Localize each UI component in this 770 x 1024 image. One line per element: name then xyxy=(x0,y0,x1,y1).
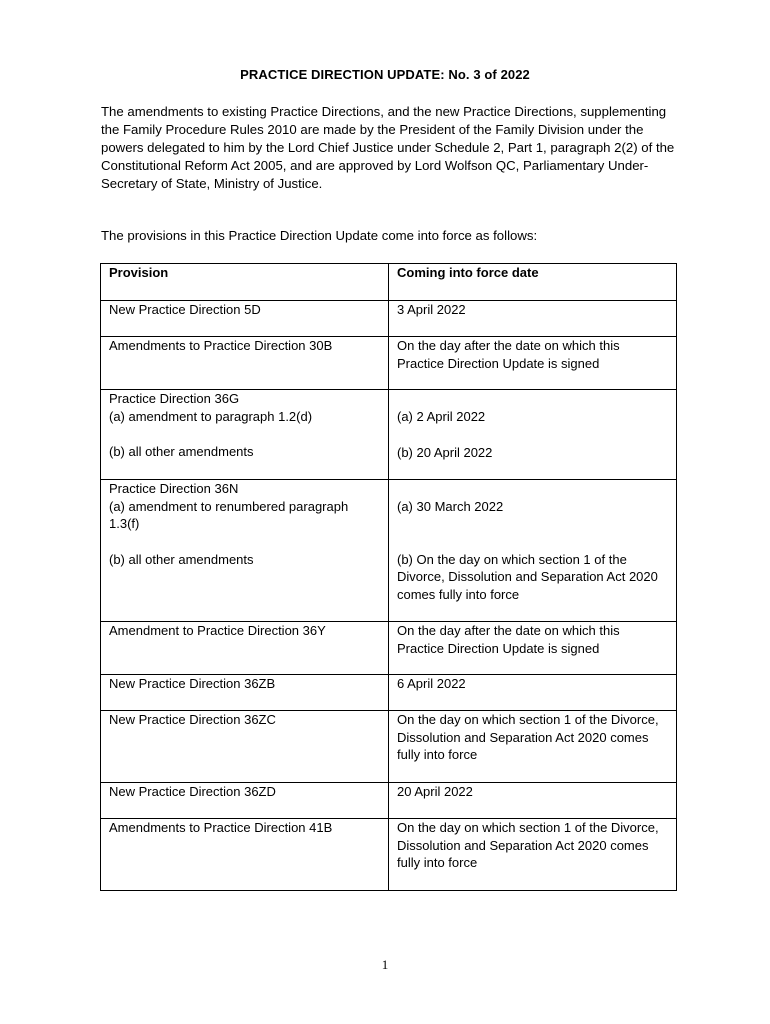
date-cell: 6 April 2022 xyxy=(389,675,677,711)
date-cell: 20 April 2022 xyxy=(389,783,677,819)
date-item-a: (a) 30 March 2022 xyxy=(397,499,504,514)
provision-title: Practice Direction 36G xyxy=(109,391,240,406)
provision-cell: New Practice Direction 36ZC xyxy=(101,711,389,783)
date-cell: On the day after the date on which this Practice Direction Update is signed xyxy=(389,337,677,390)
date-item-a: (a) 2 April 2022 xyxy=(397,409,486,424)
date-cell: 3 April 2022 xyxy=(389,301,677,337)
provision-item-a: (a) amendment to renumbered paragraph 1.3(f) xyxy=(109,498,349,531)
table-row xyxy=(101,480,677,622)
provision-title: Practice Direction 36N xyxy=(109,481,239,496)
provision-cell: New Practice Direction 36ZB xyxy=(101,675,389,711)
provision-cell: Amendments to Practice Direction 30B xyxy=(101,337,389,390)
table-header-row xyxy=(101,264,677,301)
date-cell xyxy=(389,390,677,480)
table-row xyxy=(101,337,677,390)
provision-item-b: (b) all other amendments xyxy=(109,444,254,459)
header-coming-into-force-date: Coming into force date xyxy=(389,264,677,301)
table-row xyxy=(101,783,677,819)
lead-paragraph: The provisions in this Practice Direction Update come into force as follows: xyxy=(101,228,538,243)
intro-paragraph: The amendments to existing Practice Directions, and the new Practice Directions, supplementing the Family Procedure Rules 2010 are made by the President of the Family Division under the powers delegated to him by the Lord Chief Justice under Schedule 2, Part 1, paragraph 2(2) of the Constitutional Reform Act 2005, and are approved by Lord Wolfson QC, Parliamentary Under-Secretary of State, Ministry of Justice. xyxy=(101,104,675,191)
page-number: 1 xyxy=(381,957,389,972)
header-provision: Provision xyxy=(101,264,389,301)
date-item-b: (b) 20 April 2022 xyxy=(397,444,493,460)
date-item-b: (b) On the day on which section 1 of the Divorce, Dissolution and Separation Act 2020 comes fully into force xyxy=(397,551,658,602)
table-row xyxy=(101,675,677,711)
provisions-table xyxy=(100,263,677,891)
provision-cell xyxy=(101,480,389,622)
table-row xyxy=(101,622,677,675)
date-cell: On the day on which section 1 of the Divorce, Dissolution and Separation Act 2020 comes fully into force xyxy=(389,819,677,891)
date-cell: On the day after the date on which this Practice Direction Update is signed xyxy=(389,622,677,675)
provision-cell: Amendments to Practice Direction 41B xyxy=(101,819,389,891)
provision-cell: New Practice Direction 5D xyxy=(101,301,389,337)
document-title: PRACTICE DIRECTION UPDATE: No. 3 of 2022 xyxy=(240,67,530,82)
date-cell xyxy=(389,480,677,622)
table-row xyxy=(101,301,677,337)
date-cell: On the day on which section 1 of the Divorce, Dissolution and Separation Act 2020 comes fully into force xyxy=(389,711,677,783)
provision-item-a: (a) amendment to paragraph 1.2(d) xyxy=(109,408,313,424)
table-row xyxy=(101,819,677,891)
table-row xyxy=(101,390,677,480)
provision-cell xyxy=(101,390,389,480)
table-row xyxy=(101,711,677,783)
provision-cell: New Practice Direction 36ZD xyxy=(101,783,389,819)
provision-item-b: (b) all other amendments xyxy=(109,551,254,567)
provision-cell: Amendment to Practice Direction 36Y xyxy=(101,622,389,675)
